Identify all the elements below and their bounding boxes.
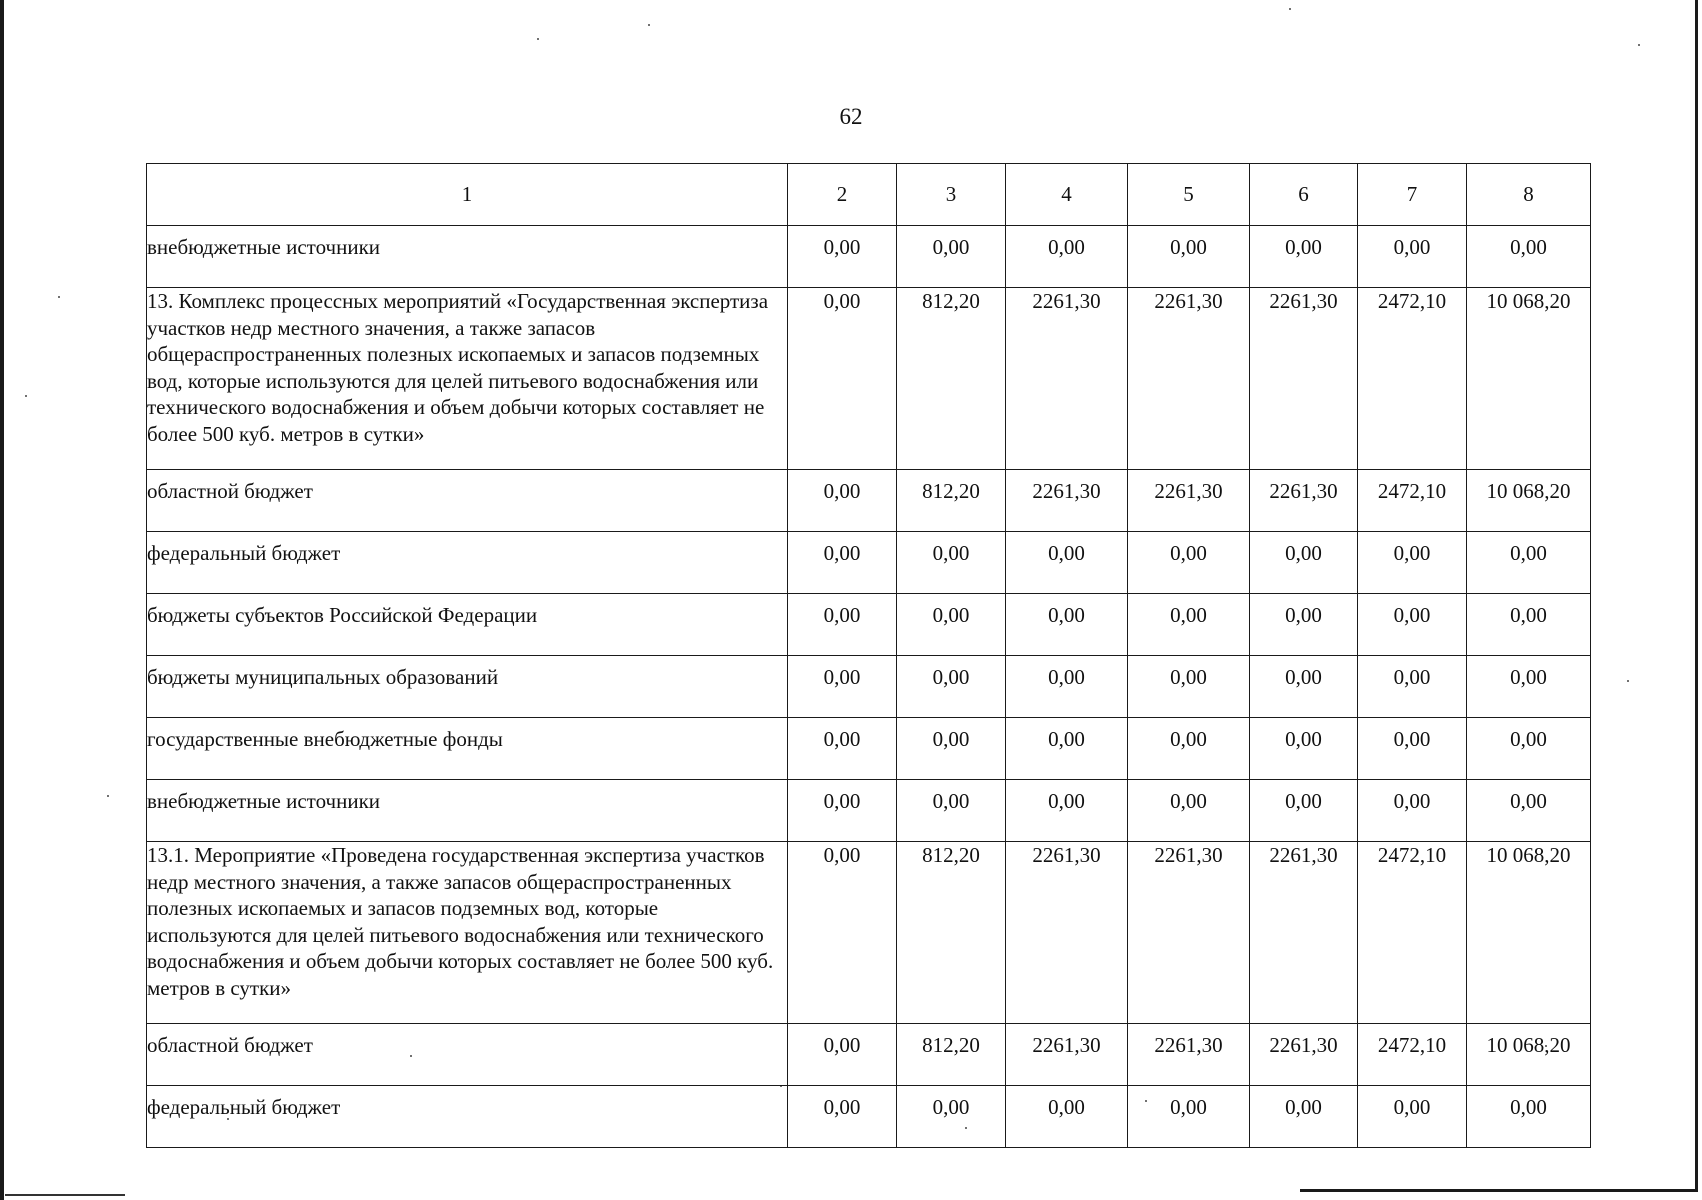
value-cell: 2261,30	[1250, 288, 1358, 470]
value-cell: 0,00	[1250, 226, 1358, 288]
value-cell: 2261,30	[1128, 470, 1250, 532]
value-cell: 0,00	[897, 594, 1006, 656]
value-cell: 812,20	[897, 1024, 1006, 1086]
column-header: 3	[897, 164, 1006, 226]
value-cell: 0,00	[1006, 718, 1128, 780]
row-name: 13.1. Мероприятие «Проведена государственная экспертиза участков недр местного значения, а также запасов общераспространенных полезных ископаемых и запасов подземных вод, которые используются для целей питьевого водоснабжения или технического водоснабжения и объем добычи которых составляет не более 500 куб. метров в сутки»	[147, 842, 788, 1024]
table-row	[147, 288, 1591, 470]
value-cell: 0,00	[1358, 594, 1467, 656]
scan-speck	[1289, 8, 1291, 10]
value-cell: 0,00	[1128, 594, 1250, 656]
value-cell: 0,00	[1128, 226, 1250, 288]
scan-edge-bottom	[1300, 1189, 1698, 1192]
value-cell: 0,00	[1128, 656, 1250, 718]
value-cell: 0,00	[1467, 594, 1591, 656]
value-cell: 0,00	[1128, 718, 1250, 780]
table-row	[147, 656, 1591, 718]
scan-speck	[58, 296, 60, 298]
column-header: 5	[1128, 164, 1250, 226]
scan-speck	[1627, 680, 1629, 682]
scan-speck	[1638, 44, 1640, 46]
scan-speck	[537, 38, 539, 40]
column-header: 8	[1467, 164, 1591, 226]
value-cell: 0,00	[788, 656, 897, 718]
value-cell: 0,00	[1006, 656, 1128, 718]
value-cell: 0,00	[897, 718, 1006, 780]
value-cell: 2261,30	[1006, 288, 1128, 470]
scan-speck	[107, 795, 109, 797]
value-cell: 812,20	[897, 842, 1006, 1024]
column-header: 4	[1006, 164, 1128, 226]
value-cell: 0,00	[788, 594, 897, 656]
row-name: внебюджетные источники	[147, 780, 788, 842]
table-row	[147, 718, 1591, 780]
row-name: федеральный бюджет	[147, 532, 788, 594]
column-header: 2	[788, 164, 897, 226]
table-row	[147, 532, 1591, 594]
value-cell: 0,00	[788, 532, 897, 594]
value-cell: 0,00	[1006, 1086, 1128, 1148]
scan-edge-left	[0, 0, 4, 1200]
row-name: бюджеты муниципальных образований	[147, 656, 788, 718]
table-row	[147, 1086, 1591, 1148]
value-cell: 2261,30	[1128, 842, 1250, 1024]
value-cell: 0,00	[1358, 718, 1467, 780]
value-cell: 0,00	[1358, 532, 1467, 594]
value-cell: 0,00	[1467, 226, 1591, 288]
value-cell: 2261,30	[1250, 470, 1358, 532]
value-cell: 0,00	[788, 780, 897, 842]
value-cell: 0,00	[897, 532, 1006, 594]
value-cell: 0,00	[1128, 1086, 1250, 1148]
budget-table	[146, 163, 1591, 1148]
row-name: 13. Комплекс процессных мероприятий «Государственная экспертиза участков недр местного значения, а также запасов общераспространенных полезных ископаемых и запасов подземных вод, которые используются для целей питьевого водоснабжения или технического водоснабжения и объем добычи которых составляет не более 500 куб. метров в сутки»	[147, 288, 788, 470]
scan-speck	[25, 395, 27, 397]
value-cell: 2261,30	[1128, 1024, 1250, 1086]
value-cell: 812,20	[897, 288, 1006, 470]
value-cell: 10 068,20	[1467, 1024, 1591, 1086]
row-name: бюджеты субъектов Российской Федерации	[147, 594, 788, 656]
value-cell: 0,00	[1006, 594, 1128, 656]
scan-edge-bottom-left	[5, 1194, 125, 1196]
column-header: 6	[1250, 164, 1358, 226]
value-cell: 0,00	[1467, 1086, 1591, 1148]
value-cell: 0,00	[788, 226, 897, 288]
value-cell: 0,00	[1250, 532, 1358, 594]
table-row	[147, 470, 1591, 532]
value-cell: 0,00	[1467, 532, 1591, 594]
row-name: федеральный бюджет	[147, 1086, 788, 1148]
value-cell: 0,00	[1250, 718, 1358, 780]
value-cell: 0,00	[1358, 226, 1467, 288]
value-cell: 0,00	[897, 780, 1006, 842]
value-cell: 0,00	[788, 470, 897, 532]
value-cell: 0,00	[1358, 780, 1467, 842]
value-cell: 0,00	[788, 718, 897, 780]
value-cell: 2472,10	[1358, 842, 1467, 1024]
value-cell: 0,00	[1006, 780, 1128, 842]
value-cell: 10 068,20	[1467, 288, 1591, 470]
table-row	[147, 1024, 1591, 1086]
value-cell: 0,00	[788, 1024, 897, 1086]
table-row	[147, 594, 1591, 656]
value-cell: 2261,30	[1128, 288, 1250, 470]
table-row	[147, 780, 1591, 842]
value-cell: 2261,30	[1006, 1024, 1128, 1086]
value-cell: 0,00	[1128, 780, 1250, 842]
value-cell: 0,00	[1250, 1086, 1358, 1148]
value-cell: 0,00	[1250, 656, 1358, 718]
row-name: областной бюджет	[147, 1024, 788, 1086]
value-cell: 0,00	[1006, 532, 1128, 594]
value-cell: 10 068,20	[1467, 842, 1591, 1024]
value-cell: 2261,30	[1250, 842, 1358, 1024]
value-cell: 0,00	[1467, 780, 1591, 842]
scan-edge-right	[1695, 0, 1698, 1192]
value-cell: 0,00	[897, 1086, 1006, 1148]
table-header-row	[147, 164, 1591, 226]
value-cell: 0,00	[1250, 594, 1358, 656]
table-row	[147, 842, 1591, 1024]
value-cell: 2472,10	[1358, 1024, 1467, 1086]
value-cell: 10 068,20	[1467, 470, 1591, 532]
table-row	[147, 226, 1591, 288]
value-cell: 812,20	[897, 470, 1006, 532]
value-cell: 2261,30	[1006, 842, 1128, 1024]
column-header: 1	[147, 164, 788, 226]
value-cell: 0,00	[788, 288, 897, 470]
value-cell: 0,00	[788, 842, 897, 1024]
value-cell: 0,00	[897, 226, 1006, 288]
value-cell: 0,00	[788, 1086, 897, 1148]
value-cell: 2472,10	[1358, 470, 1467, 532]
value-cell: 2472,10	[1358, 288, 1467, 470]
value-cell: 0,00	[1467, 718, 1591, 780]
value-cell: 0,00	[1006, 226, 1128, 288]
value-cell: 0,00	[1250, 780, 1358, 842]
value-cell: 0,00	[1358, 656, 1467, 718]
row-name: областной бюджет	[147, 470, 788, 532]
value-cell: 0,00	[1128, 532, 1250, 594]
scan-speck	[648, 24, 650, 26]
value-cell: 0,00	[897, 656, 1006, 718]
value-cell: 0,00	[1358, 1086, 1467, 1148]
row-name: государственные внебюджетные фонды	[147, 718, 788, 780]
value-cell: 0,00	[1467, 656, 1591, 718]
page-number: 62	[839, 104, 863, 129]
row-name: внебюджетные источники	[147, 226, 788, 288]
value-cell: 2261,30	[1250, 1024, 1358, 1086]
column-header: 7	[1358, 164, 1467, 226]
value-cell: 2261,30	[1006, 470, 1128, 532]
